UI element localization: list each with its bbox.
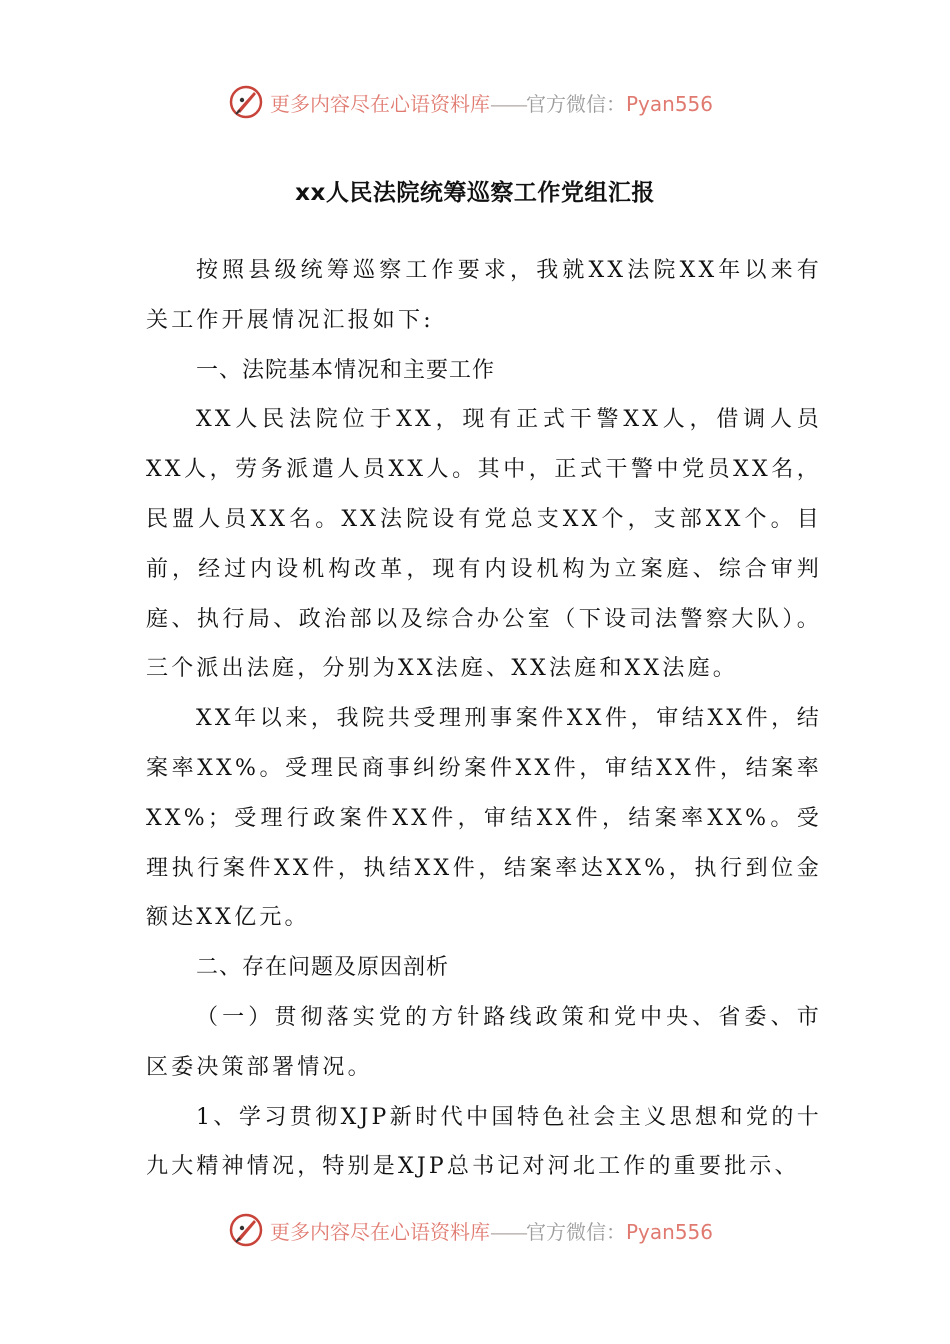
section-heading-1: 一、法院基本情况和主要工作 (196, 357, 496, 383)
section-heading-2: 二、存在问题及原因剖析 (196, 955, 450, 981)
paragraph-case-stats: XX年以来，我院共受理刑事案件XX件，审结XX件，结案率XX%。受理民商事纠纷案件XX件，审结XX件，结案率XX%；受理行政案件XX件，审结XX件，结案率XX%。受理执行案件XX件，执结XX件，结案率达XX%，执行到位金额达XX亿元。 (146, 706, 822, 931)
document-title: xx人民法院统筹巡察工作党组汇报 (295, 180, 655, 206)
watermark-footer (228, 1210, 748, 1250)
watermark-account: Pyan556 (626, 91, 714, 116)
quill-logo-icon (228, 84, 264, 120)
watermark-label: 官方微信： (526, 1219, 626, 1244)
subheading-1: （一）贯彻落实党的方针路线政策和党中央、省委、市区委决策部署情况。 (146, 1004, 822, 1080)
watermark-dash: —— (490, 1219, 526, 1244)
watermark-dash: —— (490, 91, 526, 116)
watermark-label: 官方微信： (526, 91, 626, 116)
document-body (146, 246, 822, 1192)
watermark-main-text: 更多内容尽在心语资料库 (270, 1219, 490, 1244)
watermark-header (228, 82, 748, 122)
watermark-account: Pyan556 (626, 1219, 714, 1244)
item-1: 1、学习贯彻XJP新时代中国特色社会主义思想和党的十九大精神情况，特别是XJP总书记对河北工作的重要批示、 (146, 1104, 822, 1180)
watermark-main-text: 更多内容尽在心语资料库 (270, 91, 490, 116)
quill-logo-icon (228, 1212, 264, 1248)
intro-paragraph: 按照县级统筹巡察工作要求，我就XX法院XX年以来有关工作开展情况汇报如下: (146, 258, 822, 333)
paragraph-basic-info: XX人民法院位于XX，现有正式干警XX人，借调人员XX人，劳务派遣人员XX人。其中，正式干警中党员XX名，民盟人员XX名。XX法院设有党总支XX个，支部XX个。目前，经过内设机构改革，现有内设机构为立案庭、综合审判庭、执行局、政治部以及综合办公室（下设司法警察大队）。三个派出法庭，分别为XX法庭、XX法庭和XX法庭。 (146, 407, 822, 682)
